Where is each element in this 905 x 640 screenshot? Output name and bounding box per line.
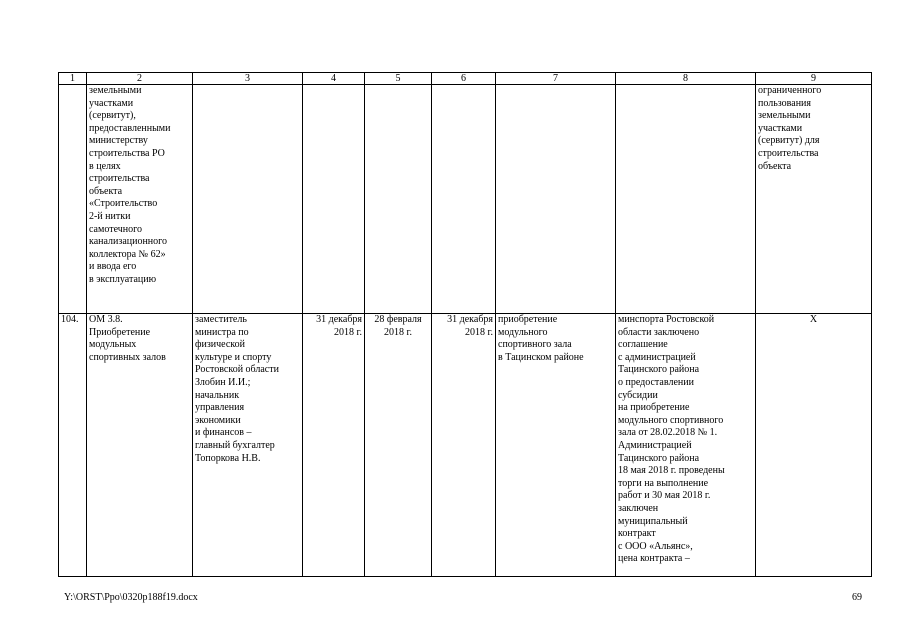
table-cell <box>496 85 616 314</box>
note-cell: ограниченного пользования земельными участками (сервитут) для строительства объекта <box>756 85 872 314</box>
header-cell: 1 <box>59 73 87 85</box>
header-cell: 6 <box>432 73 496 85</box>
result-cell: приобретение модульного спортивного зала в Тацинском районе <box>496 314 616 577</box>
responsible-cell: заместитель министра по физической культуре и спорту Ростовской области Злобин И.И.; начальник управления экономики и финансов – главный бухгалтер Топоркова Н.В. <box>193 314 303 577</box>
status-cell: минспорта Ростовской области заключено соглашение с администрацией Тацинского района о предоставлении субсидии на приобретение модульного спортивного зала от 28.02.2018 № 1. Администрацией Тацинского района 18 мая 2018 г. проведены торги на выполнение работ и 30 мая 2018 г. заключен муниципальный контракт с ООО «Альянс», цена контракта – <box>616 314 756 577</box>
date-cell-6: 31 декабря 2018 г. <box>432 314 496 577</box>
footer-file-path: Y:\ORST\Ppo\0320p188f19.docx <box>64 592 198 603</box>
header-cell: 8 <box>616 73 756 85</box>
note-cell: Х <box>756 314 872 577</box>
header-cell: 9 <box>756 73 872 85</box>
table-cell <box>432 85 496 314</box>
header-cell: 2 <box>87 73 193 85</box>
header-cell: 4 <box>303 73 365 85</box>
page-number: 69 <box>852 592 862 603</box>
date-cell-4: 31 декабря 2018 г. <box>303 314 365 577</box>
header-cell: 3 <box>193 73 303 85</box>
date-cell-5: 28 февраля 2018 г. <box>365 314 432 577</box>
column-number-row <box>59 73 872 85</box>
table-row-104 <box>59 314 872 577</box>
event-cell: ОМ 3.8. Приобретение модульных спортивных залов <box>87 314 193 577</box>
table-cell <box>303 85 365 314</box>
table-row-continued <box>59 85 872 314</box>
header-cell: 5 <box>365 73 432 85</box>
table-cell <box>616 85 756 314</box>
table-cell <box>365 85 432 314</box>
plan-table <box>58 72 872 577</box>
table-cell <box>193 85 303 314</box>
event-cell: земельными участками (сервитут), предоставленными министерству строительства РО в целях строительства объекта «Строительство 2-й нитки самотечного канализационного коллектора № 62» и ввода его в эксплуатацию <box>87 85 193 314</box>
table-cell <box>59 85 87 314</box>
row-number-cell: 104. <box>59 314 87 577</box>
header-cell: 7 <box>496 73 616 85</box>
